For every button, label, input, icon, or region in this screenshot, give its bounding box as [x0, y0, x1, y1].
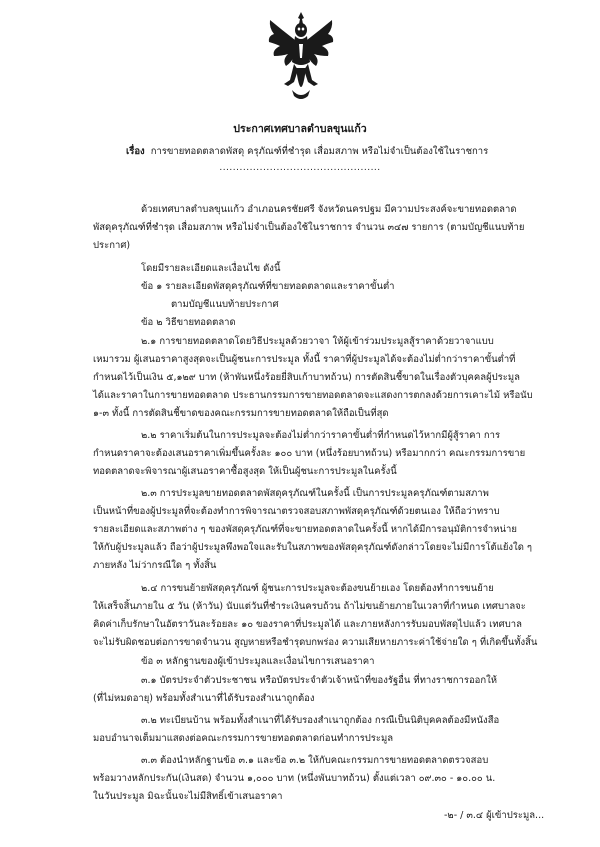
body-line: ๓.๒ ทะเบียนบ้าน พร้อมทั้งสำเนาที่ได้รับรองสำเนาถูกต้อง กรณีเป็นนิติบุคคลต้องมีหนังสือ: [141, 715, 500, 726]
body-line: เป็นหน้าที่ของผู้ประมูลที่จะต้องทำการพิจารณาตรวจสอบสภาพพัสดุครุภัณฑ์ด้วยตนเอง ให้ถือว่าทราบ: [93, 506, 500, 517]
body-line: ตามบัญชีแนบท้ายประกาศ: [171, 299, 279, 310]
garuda-emblem-icon: [266, 10, 336, 110]
body-line: พัสดุครุภัณฑ์ที่ชำรุด เสื่อมสภาพ หรือไม่จำเป็นต้องใช้ในราชการ จำนวน ๓๔๗ รายการ (ตามบัญชีแนบท้าย: [93, 222, 525, 233]
body-line: ประกาศ): [93, 240, 131, 251]
clause-heading: ข้อ ๓ หลักฐานของผู้เข้าประมูลและเงื่อนไขการเสนอราคา: [141, 656, 375, 667]
body-line: รายละเอียดและสภาพต่าง ๆ ของพัสดุครุภัณฑ์ที่จะขายทอดตลาดในครั้งนี้ หากได้มีการอนุมัติการจำหน่าย: [93, 524, 517, 535]
body-line: ๒.๓ การประมูลขายทอดตลาดพัสดุครุภัณฑ์ในครั้งนี้ เป็นการประมูลครุภัณฑ์ตามสภาพ: [141, 488, 489, 499]
clause-heading: ข้อ ๑ รายละเอียดพัสดุครุภัณฑ์ที่ขายทอดตลาดและราคาขั้นต่ำ: [141, 281, 395, 292]
body-line: เหมารวม ผู้เสนอราคาสูงสุดจะเป็นผู้ชนะการประมูล ทั้งนี้ ราคาที่ผู้ประมูลได้จะต้องไม่ต่ำกว่าราคาขั้นต่ำที่: [93, 354, 516, 365]
body-line: ให้เสร็จสิ้นภายใน ๕ วัน (ห้าวัน) นับแต่วันที่ชำระเงินครบถ้วน ถ้าไม่ขนย้ายภายในเวลาที่กำหนด เทศบาลจะ: [93, 601, 526, 612]
title-divider: ................................................: [219, 163, 381, 173]
body-line: โดยมีรายละเอียดและเงื่อนไข ดังนี้: [141, 263, 281, 274]
body-line: ๓.๑ บัตรประจำตัวประชาชน หรือบัตรประจำตัวเจ้าหน้าที่ของรัฐอื่น ที่ทางราชการออกให้: [141, 675, 498, 686]
clause-heading: ข้อ ๒ วิธีขายทอดตลาด: [141, 317, 236, 328]
subject-line: [126, 144, 488, 159]
body-line: ๒.๒ ราคาเริ่มต้นในการประมูลจะต้องไม่ต่ำกว่าราคาขั้นต่ำที่กำหนดไว้หากมีผู้สู้ราคา การ: [141, 430, 501, 441]
body-line: ให้กับผู้ประมูลแล้ว ถือว่าผู้ประมูลพึงพอใจและรับในสภาพของพัสดุครุภัณฑ์ดังกล่าวโดยจะไม่มีการโต้แย้งใด ๆ: [93, 542, 532, 553]
body-line: ทอดตลาดจะพิจารณาผู้เสนอราคาซื้อสูงสุด ให้เป็นผู้ชนะการประมูลในครั้งนี้: [93, 466, 397, 477]
subject-text: การขายทอดตลาดพัสดุ ครุภัณฑ์ที่ชำรุด เสื่อมสภาพ หรือไม่จำเป็นต้องใช้ในราชการ: [150, 146, 489, 157]
body-line: ๒.๑ การขายทอดตลาดโดยวิธีประมูลด้วยวาจา ให้ผู้เข้าร่วมประมูลสู้ราคาด้วยวาจาแบบ: [141, 336, 494, 347]
body-line: มอบอำนาจเต็มมาแสดงต่อคณะกรรมการขายทอดตลาดก่อนทำการประมูล: [93, 733, 394, 744]
body-line: ๓.๓ ต้องนำหลักฐานข้อ ๓.๑ และข้อ ๓.๒ ให้กับคณะกรรมการขายทอดตลาดตรวจสอบ: [141, 755, 489, 766]
page-continuation: -๒- / ๓.๔ ผู้เข้าประมูล...: [444, 810, 545, 821]
body-line: ๒.๔ การขนย้ายพัสดุครุภัณฑ์ ผู้ชนะการประมูลจะต้องขนย้ายเอง โดยต้องทำการขนย้าย: [141, 583, 494, 594]
body-line: ๑-๓ ทั้งนี้ การตัดสินชี้ขาดของคณะกรรมการขายทอดตลาดให้ถือเป็นที่สุด: [93, 408, 389, 419]
body-line: กำหนดไว้เป็นเงิน ๕,๑๒๙ บาท (ห้าพันหนึ่งร้อยยี่สิบเก้าบาทถ้วน) การตัดสินชี้ขาดในเรื่องตัวบุคคลผู้ประมูล: [93, 372, 520, 383]
subject-label: เรื่อง: [126, 146, 145, 157]
body-line: ในวันประมูล มิฉะนั้นจะไม่มีสิทธิ์เข้าเสนอราคา: [93, 791, 283, 802]
body-line: กำหนดราคาจะต้องเสนอราคาเพิ่มขึ้นครั้งละ ๑๐๐ บาท (หนึ่งร้อยบาทถ้วน) หรือมากกว่า คณะกรรมการขาย: [93, 448, 526, 459]
body-line: คิดค่าเก็บรักษาในอัตราวันละร้อยละ ๑๐ ของราคาที่ประมูลได้ และภายหลังการรับมอบพัสดุไปแล้ว เทศบาล: [93, 619, 522, 630]
body-line: พร้อมวางหลักประกัน(เงินสด) จำนวน ๑,๐๐๐ บาท (หนึ่งพันบาทถ้วน) ตั้งแต่เวลา ๐๙.๓๐ - ๑๐.๐๐ น.: [93, 773, 496, 784]
body-line: ด้วยเทศบาลตำบลขุนแก้ว อำเภอนครชัยศรี จังหวัดนครปฐม มีความประสงค์จะขายทอดตลาด: [141, 204, 517, 215]
announcement-title: ประกาศเทศบาลตำบลขุนแก้ว: [233, 123, 367, 135]
body-line: จะไม่รับผิดชอบต่อการขาดจำนวน สูญหายหรือชำรุดบกพร่อง ความเสียหายภาระค่าใช้จ่ายใด ๆ ที่เกิดขึ้นทั้งสิ้น: [93, 637, 538, 648]
body-line: (ที่ไม่หมดอายุ) พร้อมทั้งสำเนาที่ได้รับรองสำเนาถูกต้อง: [93, 693, 315, 704]
body-line: ภายหลัง ไม่ว่ากรณีใด ๆ ทั้งสิ้น: [93, 560, 217, 571]
body-line: ได้และราคาในการขายทอดตลาด ประธานกรรมการขายทอดตลาดจะแสดงการตกลงด้วยการเคาะไม้ หรือนับ: [93, 390, 533, 401]
